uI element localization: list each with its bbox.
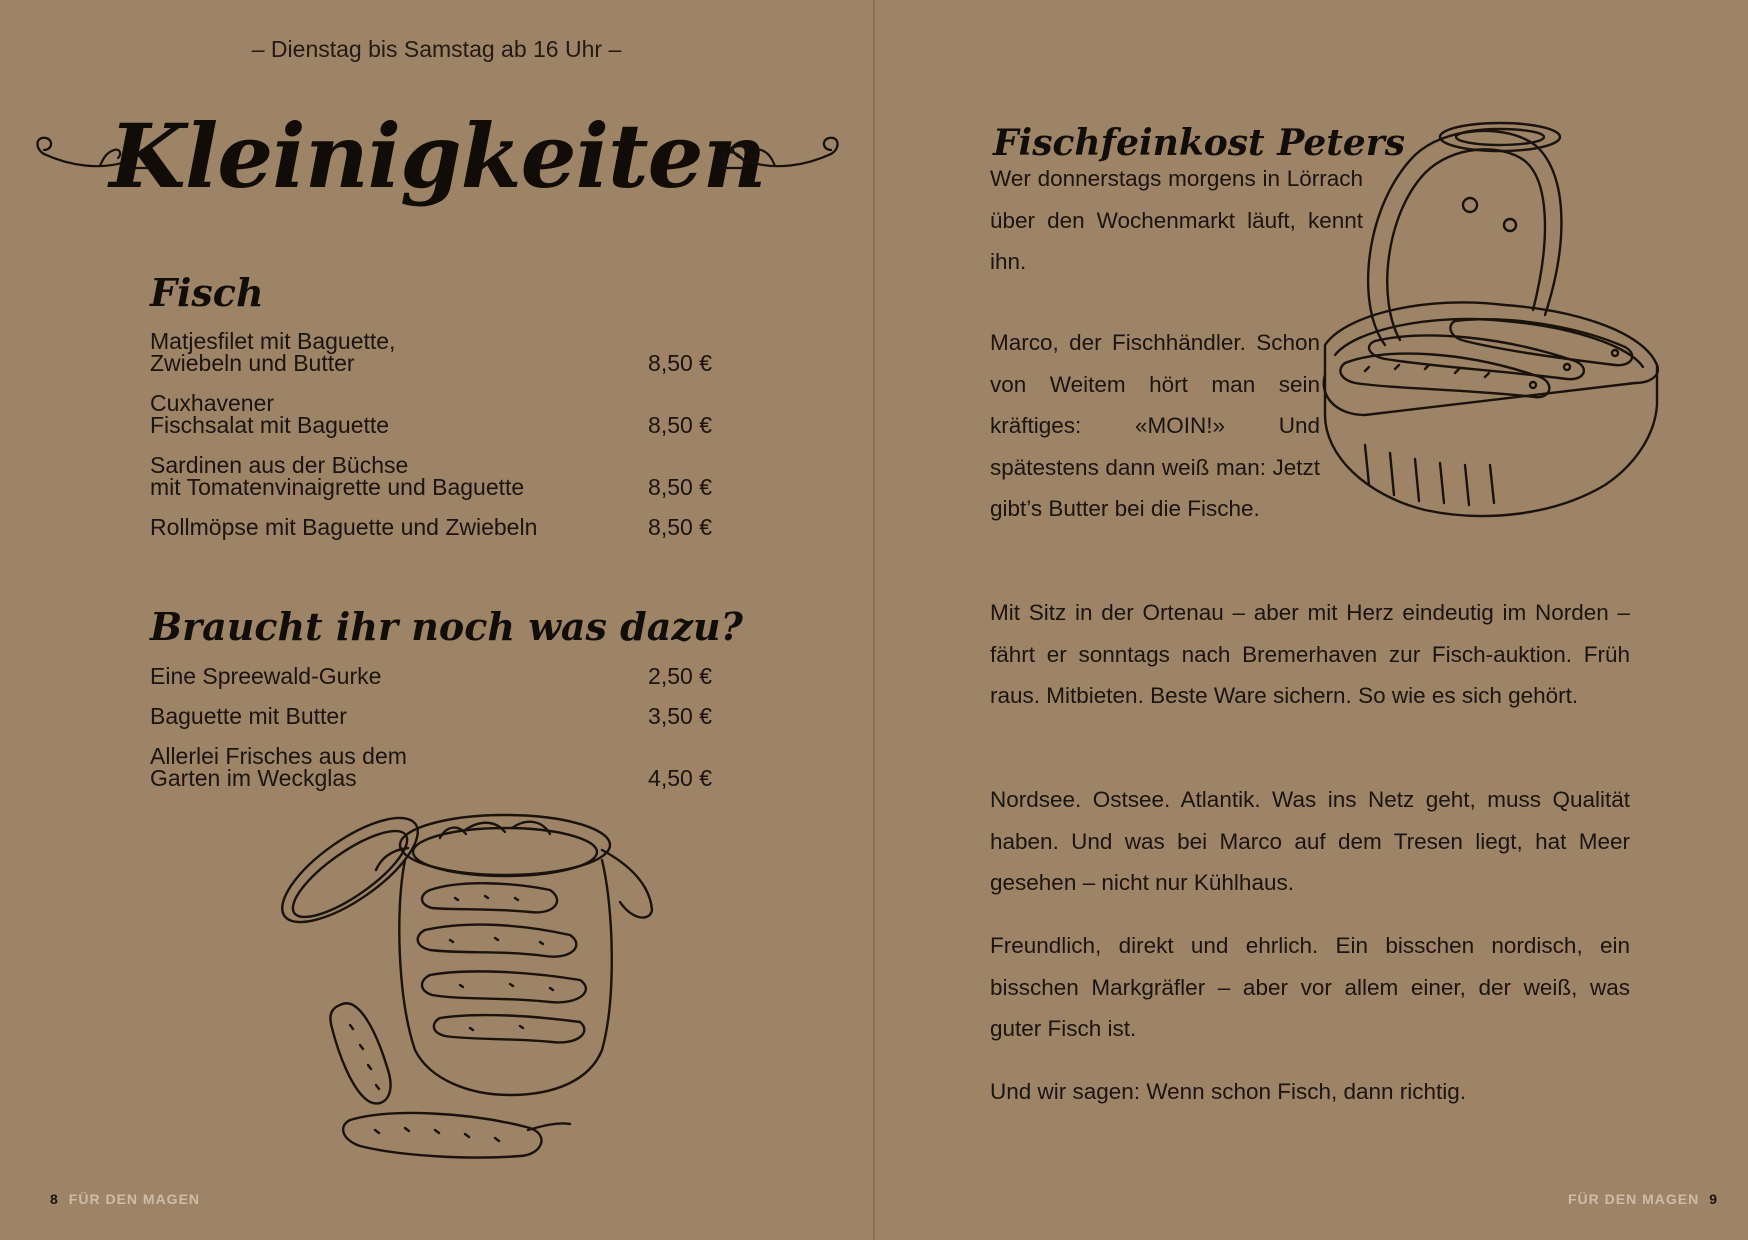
paragraph-2: Marco, der Fischhändler. Schon von Weitem hört man sein kräftiges: «MOIN!» Und spätestens dann weiß man: Jetzt gibt’s Butter bei die Fische. [990, 330, 1320, 521]
left-footer [40, 1191, 200, 1207]
footer-label: FÜR DEN MAGEN [1567, 1191, 1700, 1207]
paragraph-4: Nordsee. Ostsee. Atlantik. Was ins Netz geht, muss Qualität haben. Und was bei Marco auf dem Tresen liegt, hat Meer gesehen – nicht nur Kühlhaus. [990, 787, 1630, 895]
menu-item-price: 8,50 € [648, 412, 712, 438]
menu-item-price: 8,50 € [648, 514, 712, 540]
menu-item [150, 454, 712, 498]
section-title-fisch: Fisch [150, 270, 264, 315]
right-footer [1568, 1191, 1728, 1207]
section-title-extras: Braucht ihr noch was dazu? [150, 604, 743, 649]
menu-item-price: 8,50 € [648, 474, 712, 500]
menu-item-price: 4,50 € [648, 765, 712, 791]
right-page [875, 0, 1748, 1240]
paragraph-1: Wer donnerstags morgens in Lörrach über den Wochenmarkt läuft, kennt ihn. [990, 166, 1363, 274]
paragraph-6: Und wir sagen: Wenn schon Fisch, dann richtig. [990, 1079, 1467, 1104]
opening-hours-subtitle: – Dienstag bis Samstag ab 16 Uhr – [251, 36, 622, 62]
menu-item-price: 8,50 € [648, 350, 712, 376]
title-block [30, 90, 845, 240]
menu-item-name: Cuxhavener Fischsalat mit Baguette [150, 390, 390, 438]
footer-label: FÜR DEN MAGEN [68, 1191, 201, 1207]
page-number: 8 [50, 1191, 59, 1207]
menu-item [150, 705, 712, 727]
page-number: 9 [1709, 1191, 1718, 1207]
menu-item-price: 3,50 € [648, 703, 712, 729]
menu-item [150, 665, 712, 687]
paragraph-3: Mit Sitz in der Ortenau – aber mit Herz eindeutig im Norden – fährt er sonntags nach Bremerhaven zur Fisch-auktion. Früh raus. Mitbieten. Beste Ware sichern. So wie es sich gehört. [990, 600, 1630, 708]
menu-item-name: Matjesfilet mit Baguette, Zwiebeln und Butter [150, 328, 396, 376]
menu-item [150, 330, 712, 374]
menu-item-name: Eine Spreewald-Gurke [150, 663, 382, 689]
menu-item-name: Rollmöpse mit Baguette und Zwiebeln [150, 514, 538, 540]
menu-item [150, 392, 712, 436]
extras-items-list [150, 665, 712, 807]
menu-item-name: Allerlei Frisches aus dem Garten im Weckglas [150, 743, 407, 791]
menu-item [150, 516, 712, 538]
vendor-title: Fischfeinkost Peters [993, 122, 1405, 164]
page-title: Kleinigkeiten [109, 104, 766, 208]
paragraph-5: Freundlich, direkt und ehrlich. Ein bisschen nordisch, ein bisschen Markgräfler – aber vor allem einer, der weiß, was guter Fisch ist. [990, 933, 1630, 1041]
pickle-jar-illustration-icon [280, 790, 700, 1210]
flourish-right-icon [715, 126, 845, 186]
menu-item [150, 745, 712, 789]
menu-item-price: 2,50 € [648, 663, 712, 689]
left-page [0, 0, 873, 1240]
sardine-can-illustration-icon [1305, 115, 1705, 555]
menu-item-name: Sardinen aus der Büchse mit Tomatenvinaigrette und Baguette [150, 452, 525, 500]
fish-items-list [150, 330, 712, 556]
menu-item-name: Baguette mit Butter [150, 703, 347, 729]
